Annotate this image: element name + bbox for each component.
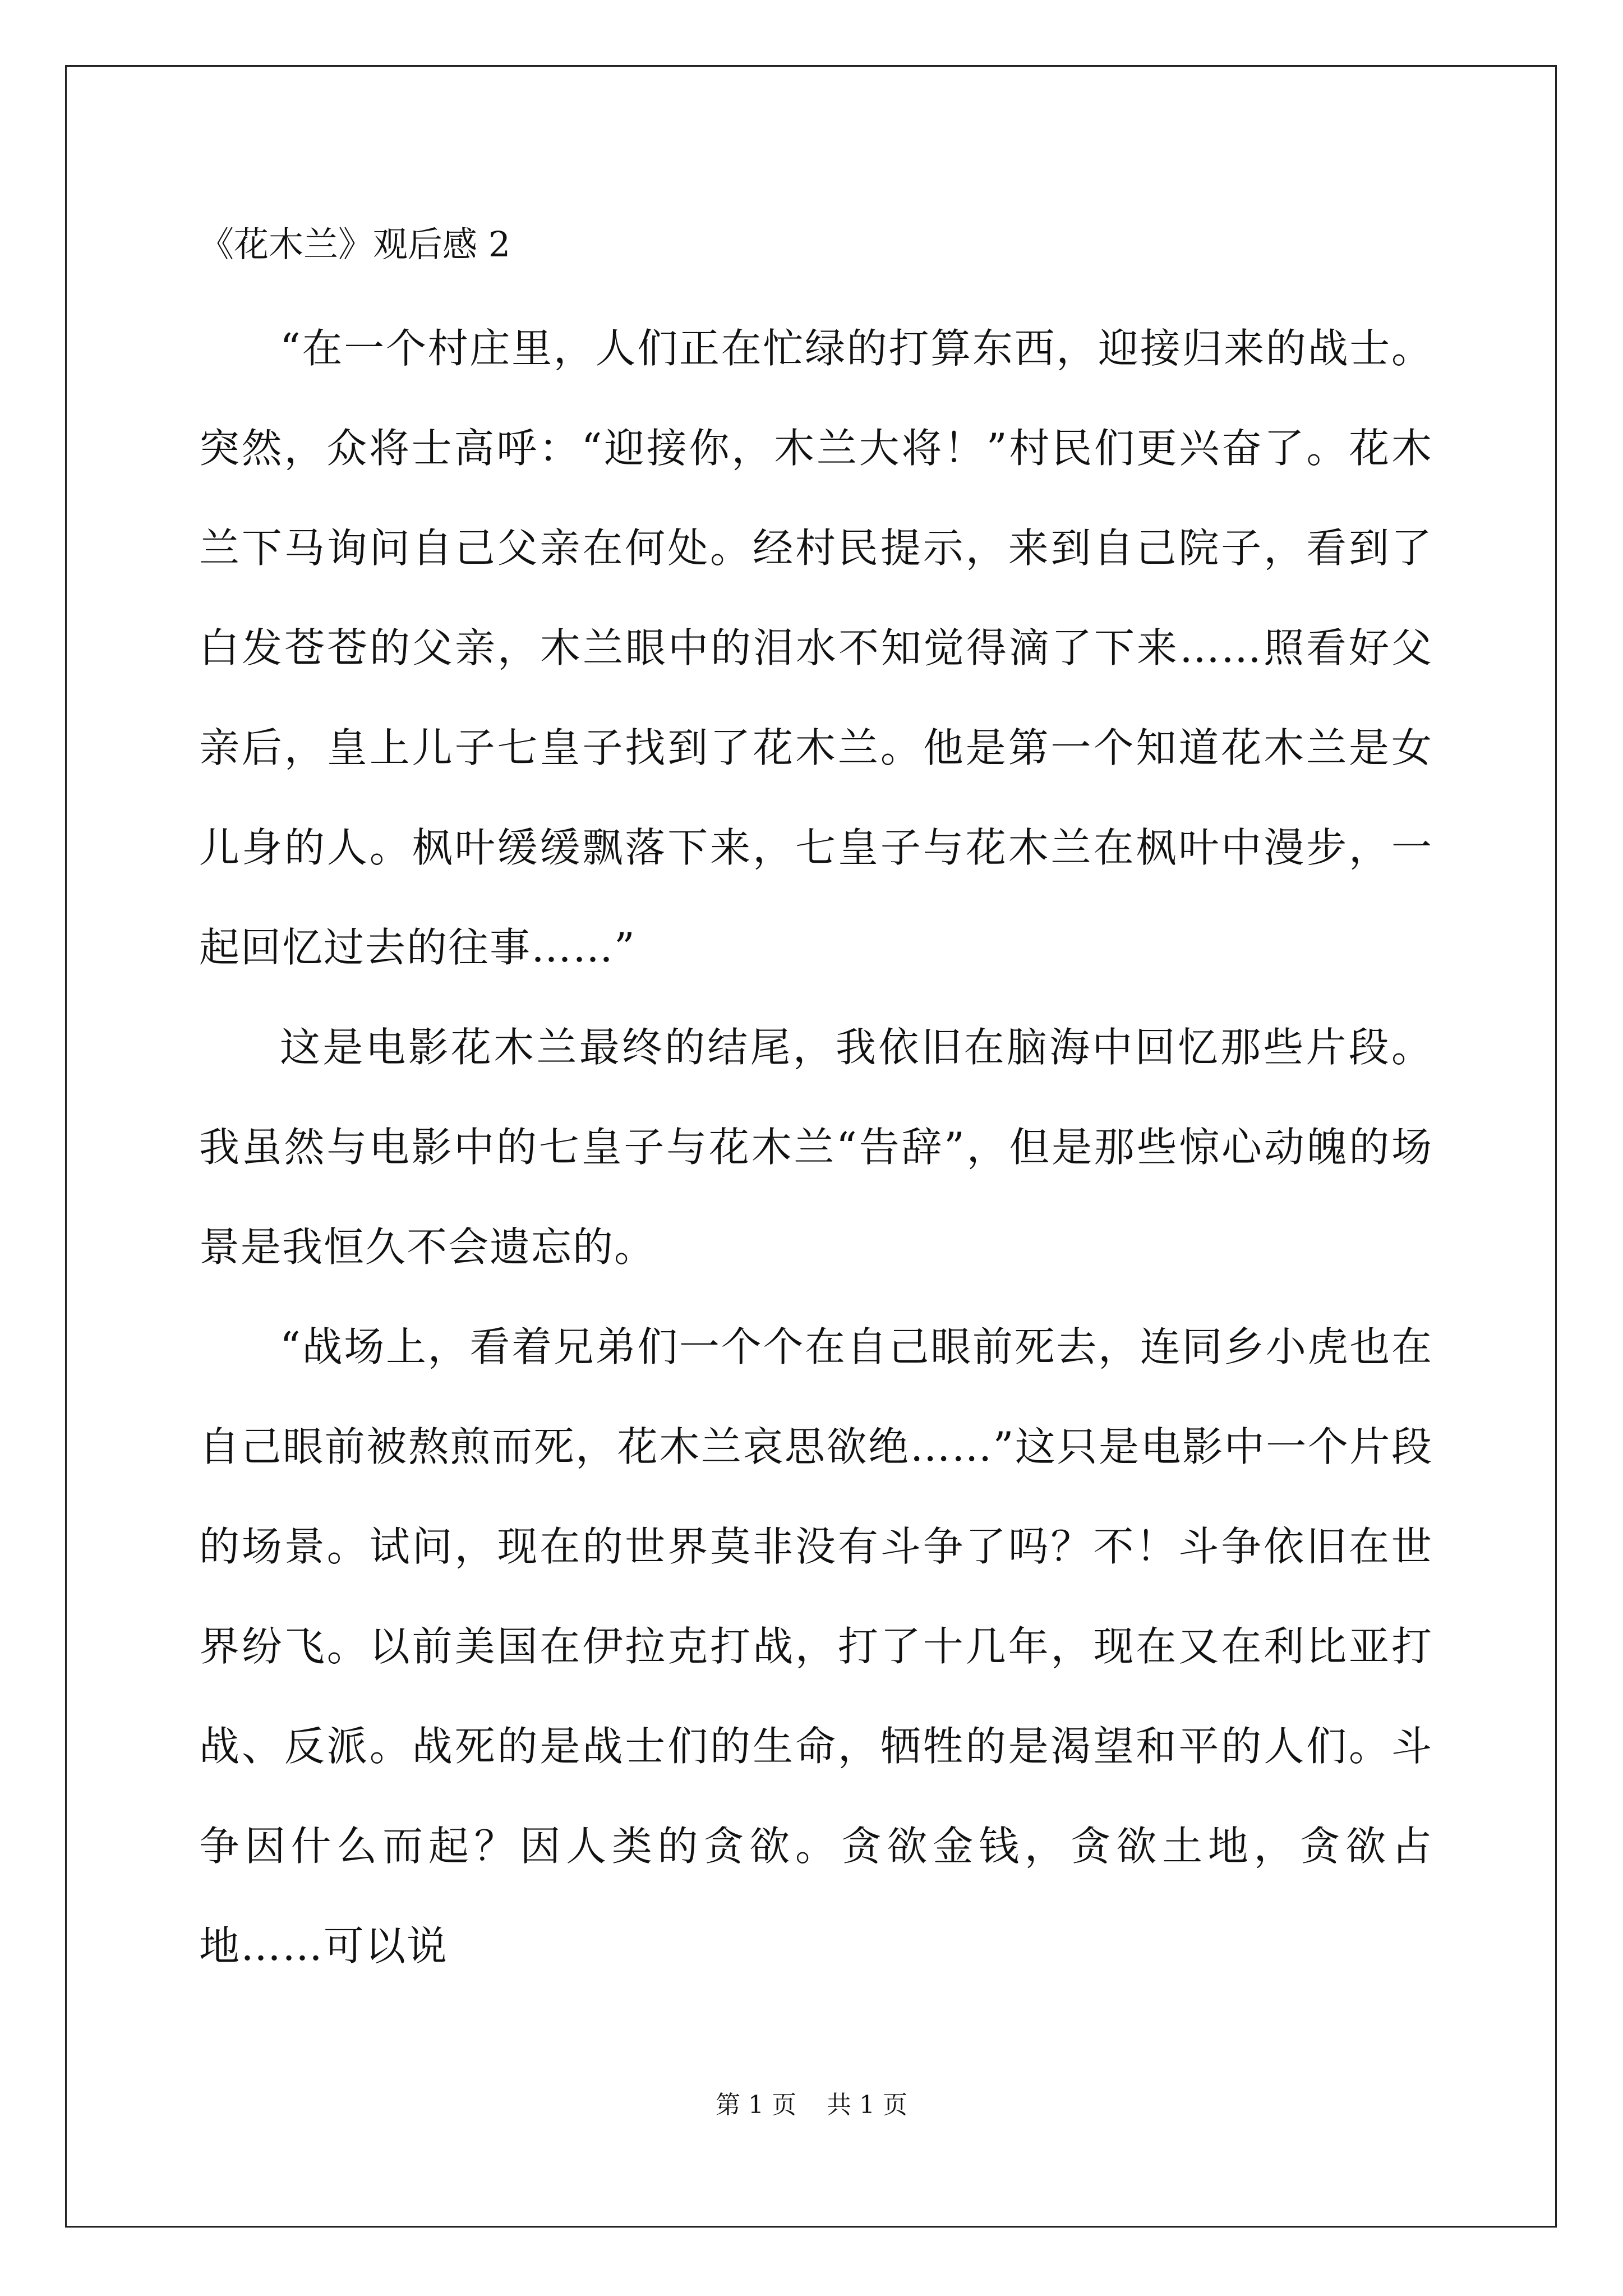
paragraph-1: “在一个村庄里，人们正在忙绿的打算东西，迎接归来的战士。突然，众将士高呼：“迎接你，木兰大将！”村民们更兴奋了。花木兰下马询问自己父亲在何处。经村民提示，来到自己院子，看到了白发苍苍的父亲，木兰眼中的泪水不知觉得滴了下来……照看好父亲后，皇上儿子七皇子找到了花木兰。他是第一个知道花木兰是女儿身的人。枫叶缓缓飘落下来，七皇子与花木兰在枫叶中漫步，一起回忆过去的往事……” bbox=[199, 325, 1433, 971]
page-footer bbox=[0, 2090, 1623, 2121]
paragraph-3: “战场上，看着兄弟们一个个在自己眼前死去，连同乡小虎也在自己眼前被熬煎而死，花木兰哀思欲绝……”这只是电影中一个片段的场景。试问，现在的世界莫非没有斗争了吗？不！斗争依旧在世界纷飞。以前美国在伊拉克打战，打了十几年，现在又在利比亚打战、反派。战死的是战士们的生命，牺牲的是渴望和平的人们。斗争因什么而起？因人类的贪欲。贪欲金钱，贪欲土地，贪欲占地……可以说 bbox=[199, 1323, 1433, 1970]
page-number: 第 1 页 bbox=[716, 2091, 796, 2119]
document-body bbox=[199, 224, 1433, 1996]
page-total: 共 1 页 bbox=[827, 2091, 907, 2119]
paragraph-2: 这是电影花木兰最终的结尾，我依旧在脑海中回忆那些片段。我虽然与电影中的七皇子与花木兰“告辞”，但是那些惊心动魄的场景是我恒久不会遗忘的。 bbox=[199, 1024, 1433, 1271]
document-title: 《花木兰》观后感 2 bbox=[199, 224, 511, 265]
